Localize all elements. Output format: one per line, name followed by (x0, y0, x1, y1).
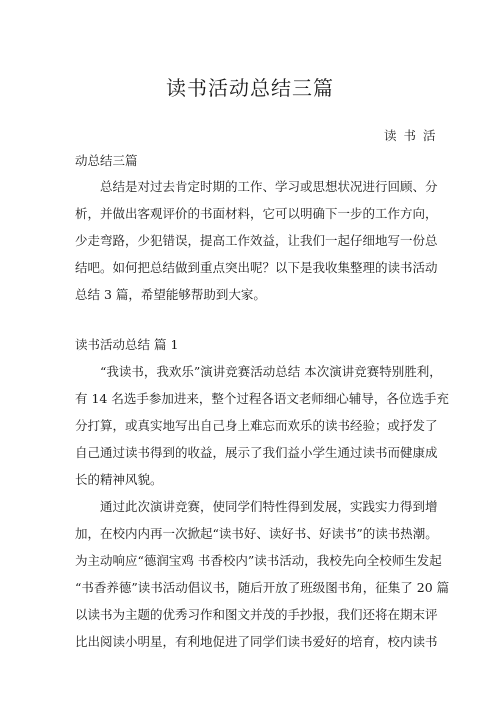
paragraph-line: 长的精神风貌。 (75, 472, 163, 487)
document-title: 读书活动总结三篇 (166, 76, 334, 100)
subtitle-continuation: 动总结三篇 (75, 153, 138, 168)
paragraph-line: 分打算，或真实地写出自己身上难忘而欢乐的读书经验；或抒发了 (75, 418, 438, 433)
paragraph-line: 为主动响应“德润宝鸡 书香校内”读书活动，我校先向全校师生发起 (75, 553, 442, 568)
intro-line: 少走弯路，少犯错误，提高工作效益，让我们一起仔细地写一份总 (75, 233, 438, 248)
paragraph-line: “我读书，我欢乐”演讲竞赛活动总结 本次演讲竞赛特别胜利， (100, 364, 442, 379)
intro-line: 结吧。如何把总结做到重点突出呢？以下是我收集整理的读书活动 (75, 260, 438, 275)
subtitle-fragment: 读书活 (384, 128, 443, 143)
paragraph-line: 自己通过读书得到的收益，展示了我们益小学生通过读书而健康成 (75, 445, 438, 460)
intro-line: 析，并做出客观评价的书面材料，它可以明确下一步的工作方向， (75, 206, 438, 221)
section-heading: 读书活动总结 篇 1 (75, 337, 179, 352)
paragraph-line: 比出阅读小明星，有利地促进了同学们读书爱好的培育，校内读书 (75, 634, 438, 649)
intro-line: 总结 3 篇，希望能够帮助到大家。 (75, 287, 266, 302)
paragraph-line: 通过此次演讲竞赛，使同学们特性得到发展，实践实力得到增 (100, 499, 438, 514)
paragraph-line: 加，在校内内再一次掀起“读书好、读好书、好读书”的读书热潮。 (75, 526, 438, 541)
intro-line: 总结是对过去肯定时期的工作、学习或思想状况进行回顾、分 (100, 179, 438, 194)
paragraph-line: 有 14 名选手参加进来，整个过程各语文老师细心辅导，各位选手充 (75, 391, 449, 406)
paragraph-line: “书香养德”读书活动倡议书，随后开放了班级图书角，征集了 20 篇 (75, 580, 450, 595)
paragraph-line: 以读书为主题的优秀习作和图文并茂的手抄报，我们还将在期末评 (75, 607, 438, 622)
